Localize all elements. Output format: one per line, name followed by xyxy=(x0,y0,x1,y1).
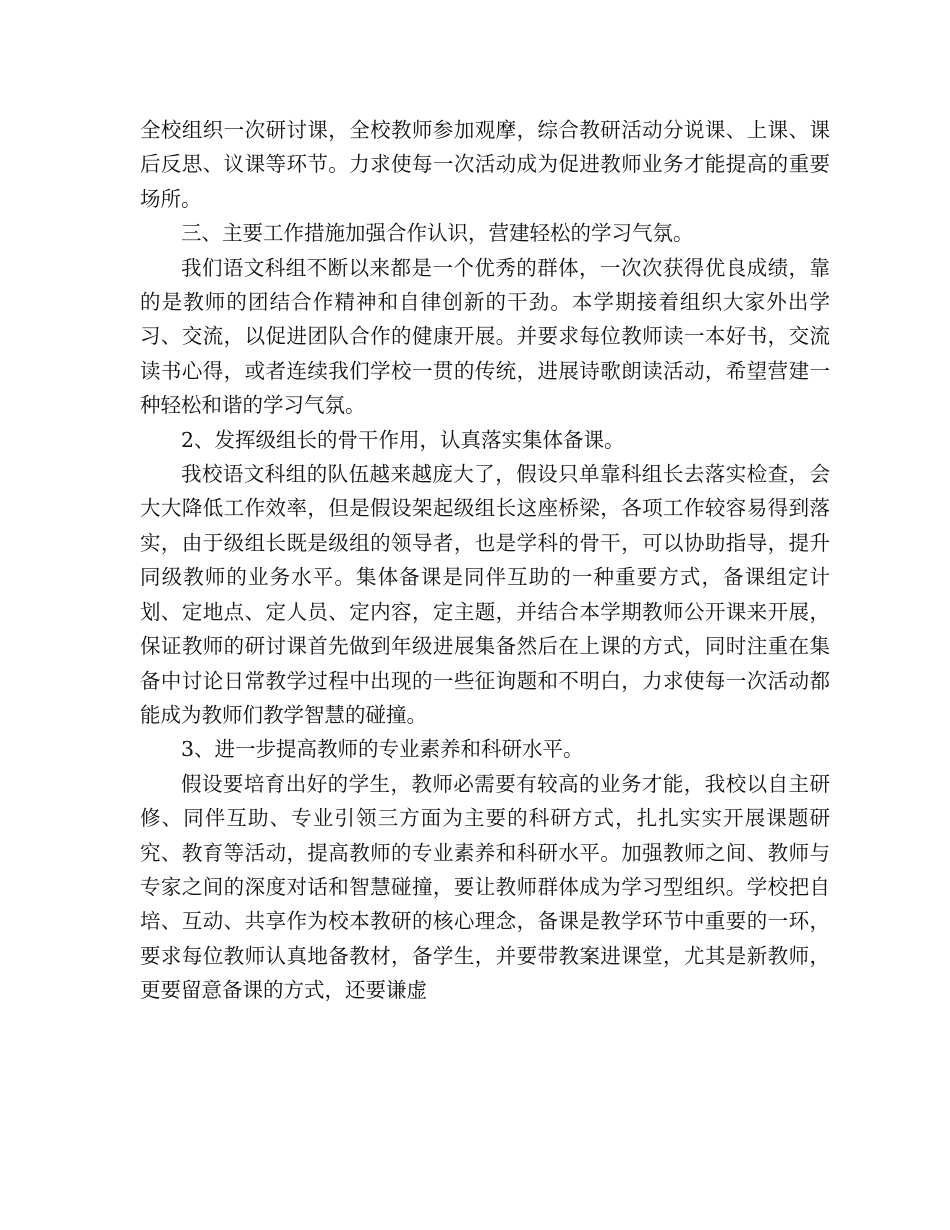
subsection-heading: 3、进一步提高教师的专业素养和科研水平。 xyxy=(181,737,584,762)
subsection-heading: 2、发挥级组长的骨干作用，认真落实集体备课。 xyxy=(181,427,625,452)
paragraph: 假设要培育出好的学生，教师必需要有较高的业务才能，我校以自主研修、同伴互助、专业引领三方面为主要的科研方式，扎扎实实开展课题研究、教育等活动，提高教师的专业素养和科研水平。加强教师之间、教师与专家之间的深度对话和智慧碰撞，要让教师群体成为学习型组织。学校把自培、互动、共享作为校本教研的核心理念，备课是教学环节中重要的一环，要求每位教师认真地备教材，备学生，并要带教案进课堂，尤其是新教师，更要留意备课的方式，还要谦虚 xyxy=(140,771,830,1003)
paragraph: 我们语文科组不断以来都是一个优秀的群体，一次次获得优良成绩，靠的是教师的团结合作精神和自律创新的干劲。本学期接着组织大家外出学习、交流，以促进团队合作的健康开展。并要求每位教师读一本好书，交流读书心得，或者连续我们学校一贯的传统，进展诗歌朗读活动，希望营建一种轻松和谐的学习气氛。 xyxy=(140,255,830,418)
document-body xyxy=(140,113,830,1008)
paragraph: 全校组织一次研讨课，全校教师参加观摩，综合教研活动分说课、上课、课后反思、议课等环节。力求使每一次活动成为促进教师业务才能提高的重要场所。 xyxy=(140,118,830,211)
paragraph: 我校语文科组的队伍越来越庞大了，假设只单靠科组长去落实检查，会大大降低工作效率，但是假设架起级组长这座桥梁，各项工作较容易得到落实，由于级组长既是级组的领导者，也是学科的骨干，可以协助指导，提升同级教师的业务水平。集体备课是同伴互助的一种重要方式，备课组定计划、定地点、定人员、定内容，定主题，并结合本学期教师公开课来开展，保证教师的研讨课首先做到年级进展集备然后在上课的方式，同时注重在集备中讨论日常教学过程中出现的一些征询题和不明白，力求使每一次活动都能成为教师们教学智慧的碰撞。 xyxy=(140,462,830,727)
section-heading: 三、主要工作措施加强合作认识，营建轻松的学习气氛。 xyxy=(181,221,694,246)
